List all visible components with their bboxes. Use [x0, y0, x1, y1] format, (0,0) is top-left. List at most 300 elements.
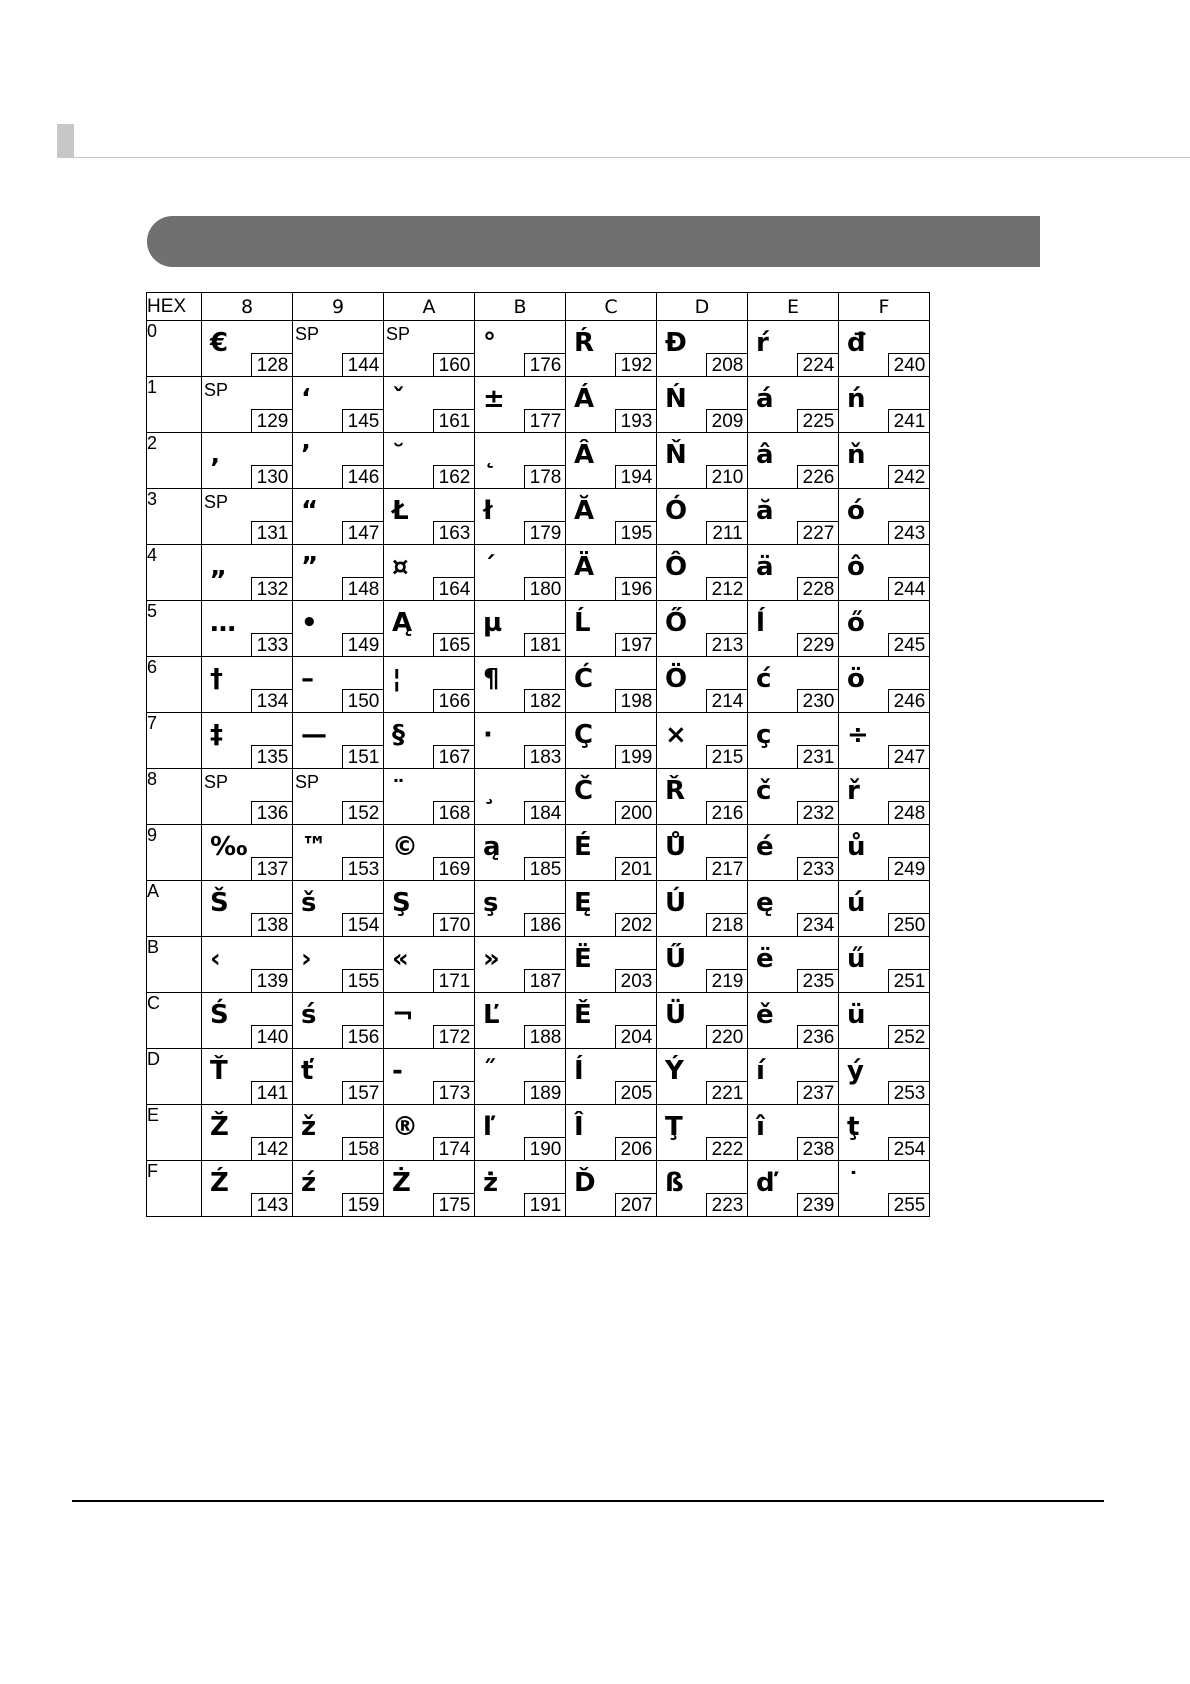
decimal-code: 174 [433, 1137, 475, 1161]
character-glyph: Ú [665, 888, 687, 918]
decimal-code: 204 [615, 1025, 657, 1049]
character-cell [566, 937, 657, 993]
character-cell [293, 489, 384, 545]
decimal-code: 255 [888, 1193, 930, 1217]
character-glyph: ü [847, 1000, 866, 1030]
character-glyph: † [210, 664, 223, 694]
decimal-code: 203 [615, 969, 657, 993]
section-marker [57, 124, 74, 158]
decimal-code: 223 [706, 1193, 748, 1217]
character-cell [475, 713, 566, 769]
column-header: B [475, 293, 566, 321]
character-cell [384, 881, 475, 937]
character-cell [202, 321, 293, 377]
character-glyph: ą [483, 832, 501, 862]
character-glyph: SP [204, 380, 229, 400]
character-cell [202, 881, 293, 937]
character-glyph: ż [483, 1168, 499, 1198]
character-cell [293, 937, 384, 993]
character-glyph: © [392, 832, 418, 862]
decimal-code: 207 [615, 1193, 657, 1217]
character-glyph: ă [756, 496, 774, 526]
decimal-code: 217 [706, 857, 748, 881]
character-glyph: ® [392, 1112, 418, 1142]
character-glyph: SP [204, 772, 229, 792]
character-glyph: ű [847, 944, 866, 974]
character-glyph: Î [574, 1112, 584, 1142]
decimal-code: 244 [888, 577, 930, 601]
character-cell [748, 713, 839, 769]
character-cell [202, 713, 293, 769]
character-glyph: ř [847, 776, 860, 806]
decimal-code: 181 [524, 633, 566, 657]
decimal-code: 163 [433, 521, 475, 545]
column-header-row [147, 293, 930, 321]
character-cell [839, 993, 930, 1049]
character-cell [566, 825, 657, 881]
character-cell [839, 825, 930, 881]
decimal-code: 164 [433, 577, 475, 601]
decimal-code: 148 [342, 577, 384, 601]
decimal-code: 215 [706, 745, 748, 769]
decimal-code: 202 [615, 913, 657, 937]
character-glyph: › [301, 944, 312, 974]
table-row [147, 769, 930, 825]
character-glyph: “ [301, 496, 319, 526]
character-glyph: ý [847, 1056, 864, 1086]
character-cell [293, 601, 384, 657]
row-header: F [147, 1161, 202, 1217]
character-cell [384, 377, 475, 433]
character-cell [475, 657, 566, 713]
hex-header: HEX [147, 293, 202, 321]
character-cell [748, 657, 839, 713]
character-cell [475, 769, 566, 825]
character-glyph: Č [574, 776, 594, 806]
character-glyph: Ś [210, 1000, 229, 1030]
row-header: 9 [147, 825, 202, 881]
decimal-code: 131 [251, 521, 293, 545]
decimal-code: 254 [888, 1137, 930, 1161]
character-glyph: ú [847, 888, 866, 918]
character-glyph: ‰ [210, 832, 248, 862]
decimal-code: 225 [797, 409, 839, 433]
character-glyph: Ź [210, 1168, 229, 1198]
character-cell [566, 993, 657, 1049]
character-glyph: Ü [665, 1000, 687, 1030]
table-row [147, 657, 930, 713]
code-page-table [146, 292, 930, 1217]
character-glyph: µ [483, 608, 503, 638]
character-glyph: Í [574, 1056, 584, 1086]
character-cell [475, 489, 566, 545]
decimal-code: 156 [342, 1025, 384, 1049]
row-header: 6 [147, 657, 202, 713]
decimal-code: 187 [524, 969, 566, 993]
decimal-code: 161 [433, 409, 475, 433]
character-cell [293, 713, 384, 769]
character-glyph: ä [756, 552, 774, 582]
character-glyph: ś [301, 1000, 317, 1030]
decimal-code: 208 [706, 353, 748, 377]
character-glyph: ¤ [392, 552, 409, 582]
decimal-code: 219 [706, 969, 748, 993]
character-glyph: - [392, 1056, 403, 1086]
decimal-code: 186 [524, 913, 566, 937]
character-glyph: € [210, 328, 229, 358]
character-glyph: Ŕ [574, 328, 595, 358]
table-row [147, 489, 930, 545]
table-row [147, 881, 930, 937]
character-glyph: Ó [665, 496, 688, 526]
character-cell [839, 601, 930, 657]
character-cell [566, 713, 657, 769]
decimal-code: 230 [797, 689, 839, 713]
character-cell [293, 321, 384, 377]
character-cell [657, 825, 748, 881]
character-cell [384, 1049, 475, 1105]
decimal-code: 162 [433, 465, 475, 489]
decimal-code: 178 [524, 465, 566, 489]
decimal-code: 155 [342, 969, 384, 993]
character-cell [748, 377, 839, 433]
character-cell [657, 769, 748, 825]
decimal-code: 245 [888, 633, 930, 657]
character-cell [566, 1049, 657, 1105]
decimal-code: 248 [888, 801, 930, 825]
character-glyph: ć [756, 664, 772, 694]
decimal-code: 153 [342, 857, 384, 881]
character-cell [748, 601, 839, 657]
character-cell [566, 1161, 657, 1217]
decimal-code: 175 [433, 1193, 475, 1217]
character-cell [202, 825, 293, 881]
header-divider [57, 157, 1190, 158]
character-glyph: Ľ [483, 1000, 500, 1030]
character-cell [293, 769, 384, 825]
character-cell [202, 1049, 293, 1105]
decimal-code: 185 [524, 857, 566, 881]
decimal-code: 192 [615, 353, 657, 377]
character-glyph: Ž [210, 1112, 229, 1142]
character-glyph: ÷ [847, 720, 869, 750]
decimal-code: 177 [524, 409, 566, 433]
character-cell [566, 377, 657, 433]
decimal-code: 142 [251, 1137, 293, 1161]
decimal-code: 246 [888, 689, 930, 713]
character-glyph: ’ [301, 440, 311, 470]
character-glyph: ˙ [847, 1168, 860, 1198]
decimal-code: 209 [706, 409, 748, 433]
character-glyph: ¶ [483, 664, 500, 694]
character-cell [657, 937, 748, 993]
decimal-code: 216 [706, 801, 748, 825]
row-header: 8 [147, 769, 202, 825]
decimal-code: 236 [797, 1025, 839, 1049]
decimal-code: 144 [342, 353, 384, 377]
character-glyph: ° [483, 328, 496, 358]
character-glyph: « [392, 944, 409, 974]
character-glyph: ť [301, 1056, 314, 1086]
character-cell [475, 1105, 566, 1161]
character-glyph: Đ [665, 328, 687, 358]
decimal-code: 169 [433, 857, 475, 881]
character-cell [748, 1161, 839, 1217]
decimal-code: 138 [251, 913, 293, 937]
decimal-code: 201 [615, 857, 657, 881]
decimal-code: 253 [888, 1081, 930, 1105]
character-cell [202, 769, 293, 825]
character-glyph: Ô [665, 552, 688, 582]
row-header: 2 [147, 433, 202, 489]
character-glyph: ” [301, 552, 319, 582]
decimal-code: 180 [524, 577, 566, 601]
table-row [147, 937, 930, 993]
character-cell [566, 881, 657, 937]
character-glyph: ô [847, 552, 865, 582]
character-cell [293, 825, 384, 881]
character-cell [475, 825, 566, 881]
character-glyph: Ř [665, 776, 686, 806]
character-cell [202, 1161, 293, 1217]
row-header: 4 [147, 545, 202, 601]
character-cell [748, 433, 839, 489]
decimal-code: 198 [615, 689, 657, 713]
decimal-code: 214 [706, 689, 748, 713]
character-glyph: Ç [574, 720, 594, 750]
table-row [147, 321, 930, 377]
column-header: F [839, 293, 930, 321]
decimal-code: 231 [797, 745, 839, 769]
character-cell [657, 657, 748, 713]
row-header: 3 [147, 489, 202, 545]
character-cell [384, 489, 475, 545]
character-glyph: Ţ [665, 1112, 683, 1142]
decimal-code: 188 [524, 1025, 566, 1049]
decimal-code: 182 [524, 689, 566, 713]
character-cell [293, 657, 384, 713]
character-cell [657, 433, 748, 489]
character-cell [748, 881, 839, 937]
character-glyph: SP [295, 324, 320, 344]
character-cell [839, 433, 930, 489]
character-glyph: ß [665, 1168, 684, 1198]
column-header: 8 [202, 293, 293, 321]
decimal-code: 179 [524, 521, 566, 545]
decimal-code: 159 [342, 1193, 384, 1217]
decimal-code: 172 [433, 1025, 475, 1049]
character-glyph: ± [483, 384, 505, 414]
character-cell [657, 1049, 748, 1105]
character-cell [293, 1161, 384, 1217]
table-row [147, 545, 930, 601]
character-glyph: – [301, 664, 314, 694]
character-cell [566, 489, 657, 545]
decimal-code: 141 [251, 1081, 293, 1105]
row-header: B [147, 937, 202, 993]
character-cell [748, 825, 839, 881]
table-row [147, 713, 930, 769]
decimal-code: 232 [797, 801, 839, 825]
character-glyph: â [756, 440, 774, 470]
character-glyph: Ű [665, 944, 687, 974]
character-cell [384, 713, 475, 769]
character-glyph: SP [295, 772, 320, 792]
table-row [147, 377, 930, 433]
character-cell [839, 713, 930, 769]
character-glyph: Á [574, 384, 595, 414]
decimal-code: 224 [797, 353, 839, 377]
decimal-code: 218 [706, 913, 748, 937]
character-cell [839, 377, 930, 433]
character-cell [748, 545, 839, 601]
character-cell [657, 993, 748, 1049]
character-glyph: á [756, 384, 774, 414]
table-row [147, 601, 930, 657]
decimal-code: 210 [706, 465, 748, 489]
character-glyph: ě [756, 1000, 774, 1030]
character-glyph: ó [847, 496, 865, 526]
decimal-code: 221 [706, 1081, 748, 1105]
decimal-code: 167 [433, 745, 475, 769]
character-glyph: Ö [665, 664, 688, 694]
decimal-code: 197 [615, 633, 657, 657]
character-glyph: ‚ [210, 440, 220, 470]
decimal-code: 168 [433, 801, 475, 825]
character-cell [657, 601, 748, 657]
character-cell [384, 769, 475, 825]
character-cell [475, 433, 566, 489]
character-glyph: É [574, 832, 592, 862]
table-row [147, 433, 930, 489]
character-cell [475, 321, 566, 377]
character-glyph: » [483, 944, 500, 974]
decimal-code: 235 [797, 969, 839, 993]
character-glyph: ‹ [210, 944, 221, 974]
character-cell [839, 1161, 930, 1217]
character-cell [384, 937, 475, 993]
character-glyph: Ě [574, 1000, 592, 1030]
decimal-code: 149 [342, 633, 384, 657]
character-glyph: ę [756, 888, 774, 918]
row-header: A [147, 881, 202, 937]
table-row [147, 1105, 930, 1161]
character-cell [384, 657, 475, 713]
decimal-code: 241 [888, 409, 930, 433]
character-cell [839, 1105, 930, 1161]
character-glyph: ž [301, 1112, 317, 1142]
character-cell [839, 937, 930, 993]
character-glyph: ď [756, 1168, 775, 1198]
decimal-code: 183 [524, 745, 566, 769]
character-glyph: ç [756, 720, 772, 750]
decimal-code: 176 [524, 353, 566, 377]
character-glyph: SP [204, 492, 229, 512]
character-cell [202, 377, 293, 433]
character-cell [293, 881, 384, 937]
footer-divider [72, 1500, 1104, 1502]
character-glyph: ˘ [392, 440, 405, 470]
character-cell [566, 433, 657, 489]
character-glyph: í [756, 1056, 765, 1086]
character-glyph: Ä [574, 552, 595, 582]
character-cell [839, 769, 930, 825]
character-cell [839, 489, 930, 545]
character-glyph: • [301, 608, 318, 638]
character-glyph: ö [847, 664, 865, 694]
character-glyph: ĺ [756, 608, 765, 638]
character-cell [202, 433, 293, 489]
decimal-code: 194 [615, 465, 657, 489]
decimal-code: 151 [342, 745, 384, 769]
character-glyph: ź [301, 1168, 317, 1198]
character-cell [839, 321, 930, 377]
decimal-code: 154 [342, 913, 384, 937]
character-glyph: Š [210, 888, 229, 918]
row-header: 1 [147, 377, 202, 433]
character-glyph: Ť [210, 1056, 228, 1086]
character-cell [748, 993, 839, 1049]
character-glyph: Ş [392, 888, 411, 918]
character-cell [202, 1105, 293, 1161]
decimal-code: 237 [797, 1081, 839, 1105]
decimal-code: 130 [251, 465, 293, 489]
character-glyph: ¨ [392, 776, 405, 806]
decimal-code: 143 [251, 1193, 293, 1217]
character-glyph: § [392, 720, 405, 750]
decimal-code: 152 [342, 801, 384, 825]
decimal-code: 229 [797, 633, 839, 657]
character-glyph: ł [483, 496, 493, 526]
decimal-code: 132 [251, 577, 293, 601]
character-cell [748, 489, 839, 545]
character-cell [566, 545, 657, 601]
character-glyph: Ę [574, 888, 592, 918]
character-cell [657, 377, 748, 433]
decimal-code: 228 [797, 577, 839, 601]
column-header: D [657, 293, 748, 321]
decimal-code: 189 [524, 1081, 566, 1105]
column-header: 9 [293, 293, 384, 321]
decimal-code: 157 [342, 1081, 384, 1105]
decimal-code: 145 [342, 409, 384, 433]
decimal-code: 170 [433, 913, 475, 937]
character-cell [293, 433, 384, 489]
character-cell [748, 321, 839, 377]
decimal-code: 190 [524, 1137, 566, 1161]
character-glyph: é [756, 832, 774, 862]
decimal-code: 247 [888, 745, 930, 769]
character-glyph: ů [847, 832, 866, 862]
character-cell [202, 937, 293, 993]
character-cell [657, 881, 748, 937]
character-glyph: SP [386, 324, 411, 344]
character-cell [384, 601, 475, 657]
character-glyph: ň [847, 440, 866, 470]
decimal-code: 200 [615, 801, 657, 825]
character-glyph: č [756, 776, 772, 806]
decimal-code: 220 [706, 1025, 748, 1049]
character-glyph: ™ [301, 832, 327, 862]
row-header: 0 [147, 321, 202, 377]
character-glyph: Ů [665, 832, 687, 862]
decimal-code: 226 [797, 465, 839, 489]
code-page-table-container [146, 292, 930, 1217]
decimal-code: 146 [342, 465, 384, 489]
decimal-code: 222 [706, 1137, 748, 1161]
decimal-code: 239 [797, 1193, 839, 1217]
character-cell [657, 1161, 748, 1217]
